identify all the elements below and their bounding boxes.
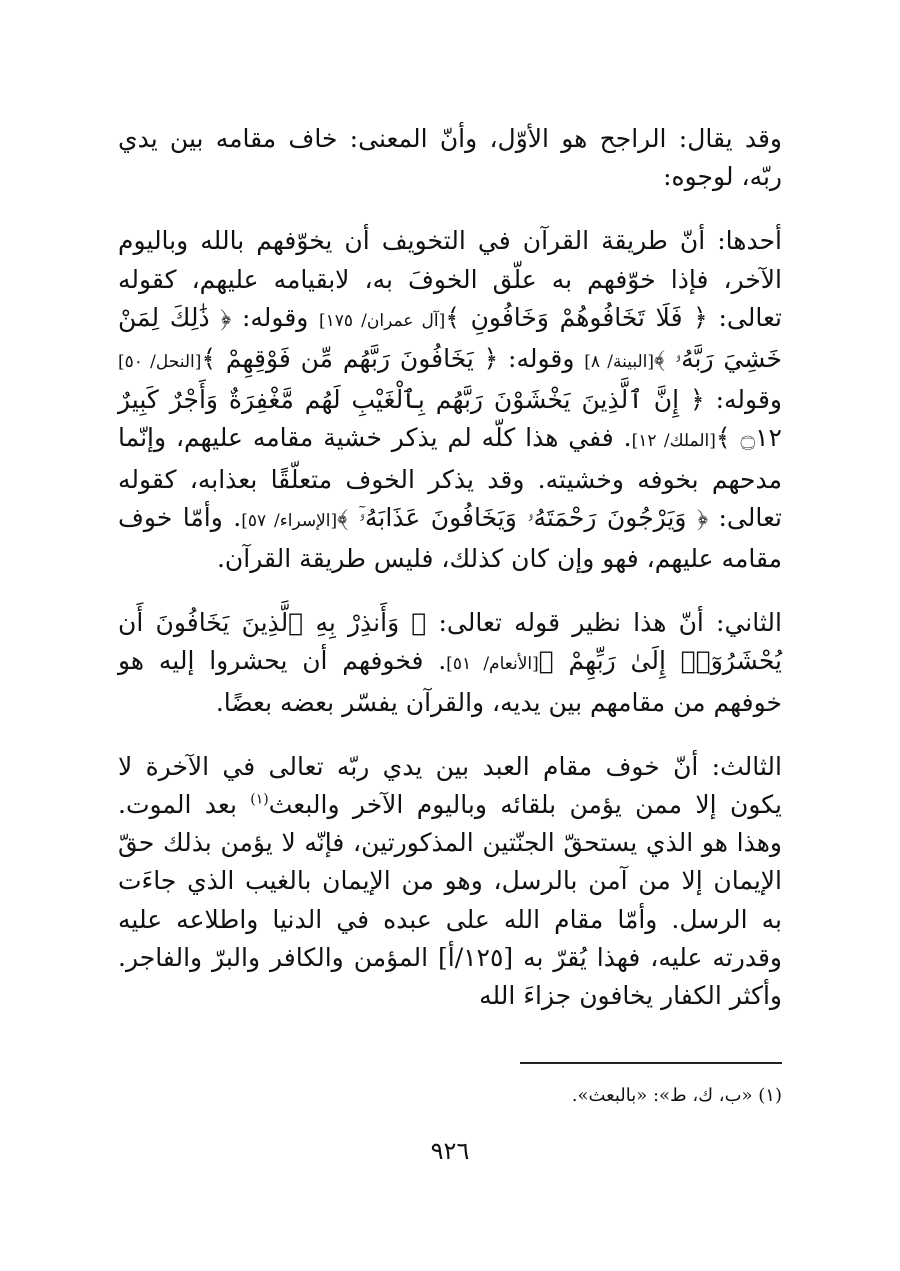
paragraph	[118, 604, 782, 722]
paragraph-text: الثالث: أنّ خوف مقام العبد بين يدي ربّه تعالى في الآخرة لا يكون إلا ممن يؤمن بلقائه وباليوم الآخر والبعث	[118, 751, 782, 820]
paragraph-text: وقوله: ﴿ يَخَافُونَ رَبَّهُم مِّن فَوْقِهِمْ ﴾	[201, 344, 585, 374]
verse-reference: [البينة/ ٨]	[584, 352, 655, 373]
paragraph	[118, 748, 782, 1015]
verse-reference: [الملك/ ١٢]	[631, 431, 716, 452]
footnote: (١) «ب، ك، ط»: «بالبعث».	[571, 1085, 782, 1106]
paragraph-text: وقوله: ﴿ إِنَّ ٱلَّذِينَ يَخْشَوْنَ رَبَّهُم بِٱلْغَيْبِ لَهُم مَّغْفِرَةٌ وَأَجْرٌ كَبِيرٌ ۝١٢ ﴾	[118, 385, 782, 453]
paragraph	[118, 222, 782, 578]
paragraph-text: وقوله: ﴿ ذَٰلِكَ لِمَنْ خَشِيَ رَبَّهُۥ ﴾	[118, 302, 782, 374]
paragraph-text: وقد يقال: الراجح هو الأوّل، وأنّ المعنى: خاف مقامه بين يدي ربّه، لوجوه:	[118, 124, 782, 192]
footnote-marker: (١)	[250, 791, 269, 808]
paragraph-text: . ففي هذا كلّه لم يذكر خشية مقامه عليهم، وإنّما مدحهم بخوفه وخشيته. وقد يذكر الخوف متعلّقًا بعذابه، كقوله تعالى: ﴿ وَيَرْجُونَ رَحْمَتَهُۥ وَيَخَافُونَ عَذَابَهُۥٓ ﴾	[118, 423, 782, 532]
main-text	[118, 120, 782, 1015]
verse-reference: [الإسراء/ ٥٧]	[241, 510, 338, 531]
page-number: ٩٢٦	[430, 1137, 470, 1165]
paragraph-text: . وأمّا خوف مقامه عليهم، فهو وإن كان كذلك، فليس طريقة القرآن.	[118, 502, 782, 574]
verse-reference: [الأنعام/ ٥١]	[446, 654, 539, 675]
paragraph-text: . فخوفهم أن يحشروا إليه هو خوفهم من مقامهم بين يديه، والقرآن يفسّر بعضه بعضًا.	[118, 646, 782, 717]
paragraph-text: بعد الموت. وهذا هو الذي يستحقّ الجنّتين المذكورتين، فإنّه لا يؤمن بذلك حقّ الإيمان إلا من آمن بالرسل، وهو من الإيمان بالغيب الذي جاءَت به الرسل. وأمّا مقام الله على عبده في الدنيا واطلاعه عليه وقدرته عليه، فهذا يُقرّ به [١٢٥/أ] المؤمن والكافر والبرّ والفاجر. وأكثر الكفار يخافون جزاءَ الله	[118, 790, 782, 1011]
paragraph-text: أحدها: أنّ طريقة القرآن في التخويف أن يخوّفهم بالله وباليوم الآخر، فإذا خوّفهم به علّق الخوفَ به، لابقيامه عليهم، كقوله تعالى: ﴿ فَلَا تَخَافُوهُمْ وَخَافُونِ ﴾	[118, 226, 782, 332]
paragraph	[118, 120, 782, 196]
footnote-divider	[520, 1062, 782, 1064]
paragraph-text: الثاني: أنّ هذا نظير قوله تعالى: ﴿ وَأَنذِرْ بِهِ ٱلَّذِينَ يَخَافُونَ أَن يُحْشَرُوٓا۟ إِلَىٰ رَبِّهِمْ ﴾	[118, 608, 782, 676]
verse-reference: [آل عمران/ ١٧٥]	[319, 310, 446, 331]
verse-reference: [النحل/ ٥٠]	[118, 352, 202, 373]
